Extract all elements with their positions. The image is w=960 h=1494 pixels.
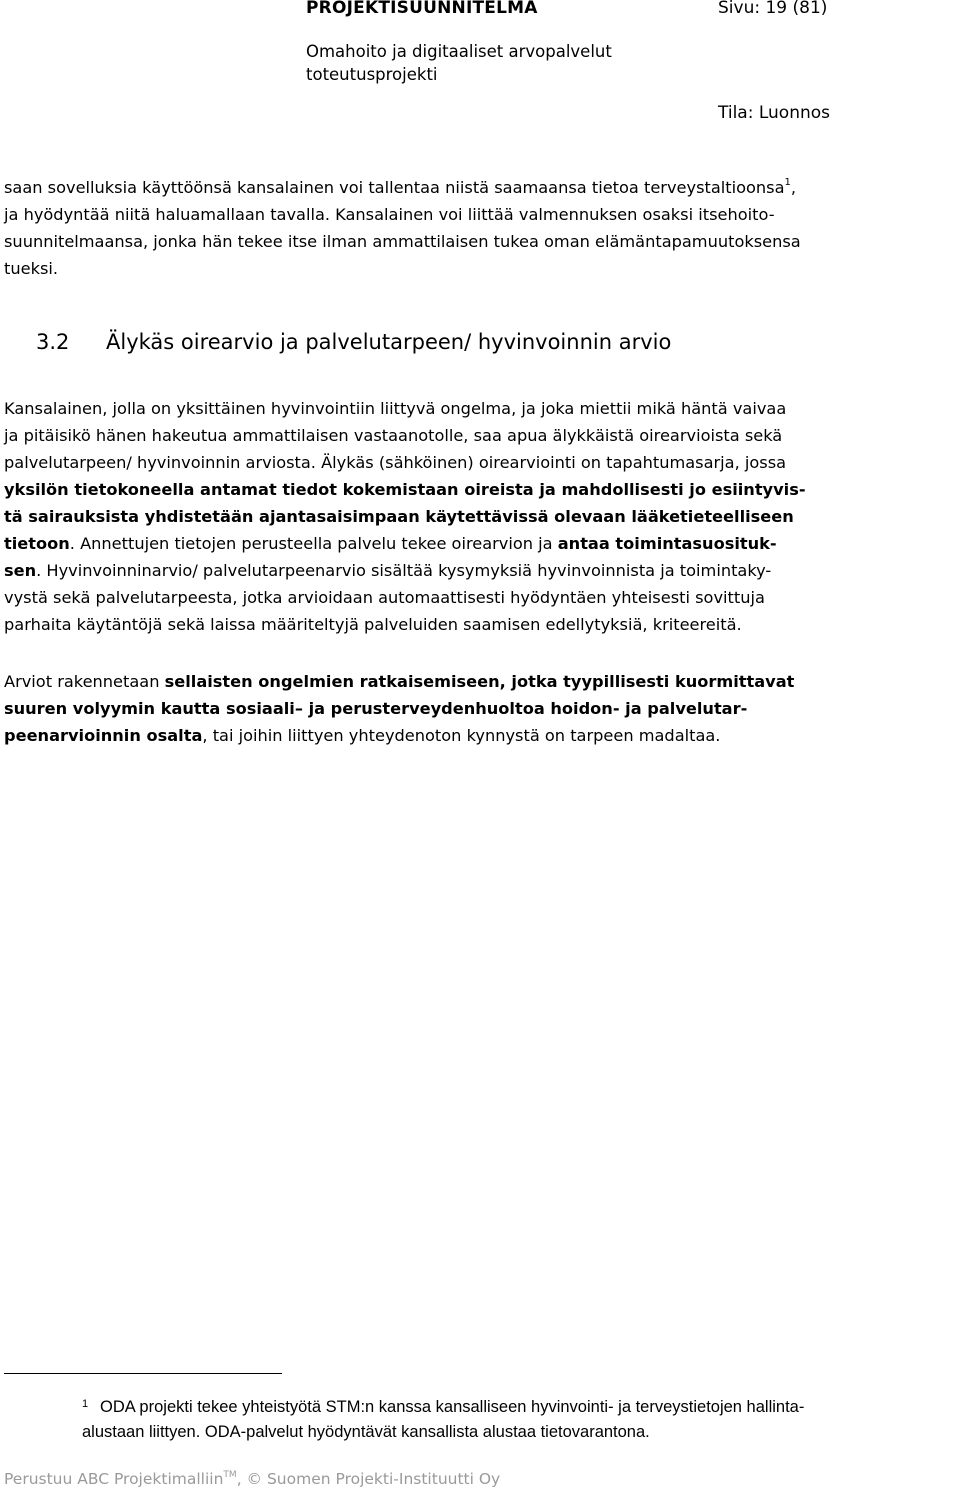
- footnote-line: ODA projekti tekee yhteistyötä STM:n kanssa kansalliseen hyvinvointi- ja terveystietojen hallinta-: [100, 1398, 805, 1416]
- document-status: Tila: Luonnos: [718, 103, 831, 123]
- text-line: palvelutarpeen/ hyvinvoinnin arviosta. Älykäs (sähköinen) oirearviointi on tapahtumasarja, jossa: [4, 453, 787, 472]
- text-line: ja hyödyntää niitä haluamallaan tavalla. Kansalainen voi liittää valmennuksen osaksi itsehoito-: [4, 205, 775, 224]
- text-line: yksilön tietokoneella antamat tiedot kokemistaan oireista ja mahdollisesti jo esiintyvis-: [4, 480, 806, 499]
- text-line: sen. Hyvinvoinninarvio/ palvelutarpeenarvio sisältää kysymyksiä hyvinvoinnista ja toimintaky-: [4, 561, 772, 580]
- paragraph-intro: [4, 169, 960, 282]
- text-line: peenarvioinnin osalta, tai joihin liittyen yhteydenoton kynnystä on tarpeen madaltaa.: [4, 726, 721, 745]
- text-line: tueksi.: [4, 259, 59, 278]
- footnote-ref[interactable]: 1: [784, 177, 791, 188]
- document-title: PROJEKTISUUNNITELMA: [306, 0, 538, 18]
- paragraph-design: [4, 668, 960, 749]
- footnote-divider: [4, 1373, 282, 1374]
- footnote-line: alustaan liittyen. ODA-palvelut hyödyntävät kansallista alustaa tietovarantona.: [82, 1423, 650, 1441]
- paragraph-assessment: [4, 395, 960, 638]
- project-name-line2: toteutusprojekti: [306, 65, 438, 84]
- text-line: suunnitelmaansa, jonka hän tekee itse ilman ammattilaisen tukea oman elämäntapamuutoksensa: [4, 232, 801, 251]
- page-number: Sivu: 19 (81): [718, 0, 828, 18]
- text-line: Arviot rakennetaan sellaisten ongelmien ratkaisemiseen, jotka tyypillisesti kuormittavat: [4, 672, 795, 691]
- page-footer: Perustuu ABC Projektimalliin™, © Suomen Projekti-Instituutti Oy: [4, 1470, 501, 1488]
- footnote: [82, 1392, 804, 1445]
- section-number: 3.2: [36, 330, 70, 354]
- text-line: ja pitäisikö hänen hakeutua ammattilaisen vastaanotolle, saa apua älykkäistä oirearvioista sekä: [4, 426, 783, 445]
- text-line: saan sovelluksia käyttöönsä kansalainen voi tallentaa niistä saamaansa tietoa terveystaltioonsa$^1$,: [4, 177, 797, 197]
- section-title: Älykäs oirearvio ja palvelutarpeen/ hyvinvoinnin arvio: [106, 330, 672, 354]
- footnote-mark: 1: [82, 1398, 89, 1410]
- text-line: suuren volyymin kautta sosiaali– ja perusterveydenhuoltoa hoidon- ja palvelutar-: [4, 699, 748, 718]
- section-heading: [36, 330, 671, 354]
- text-line: tietoon. Annettujen tietojen perusteella palvelu tekee oirearvion ja antaa toimintasuosituk-: [4, 534, 777, 553]
- text-line: vystä sekä palvelutarpeesta, jotka arvioidaan automaattisesti hyödyntäen yhteisesti sovittuja: [4, 588, 765, 607]
- project-name: [306, 40, 612, 86]
- text-line: parhaita käytäntöjä sekä laissa määriteltyjä palveluiden saamisen edellytyksiä, kriteereitä.: [4, 615, 742, 634]
- text-line: tä sairauksista yhdistetään ajantasaisimpaan käytettävissä olevaan lääketieteelliseen: [4, 507, 794, 526]
- project-name-line1: Omahoito ja digitaaliset arvopalvelut: [306, 42, 612, 61]
- trademark: TM: [223, 1470, 237, 1480]
- text-line: Kansalainen, jolla on yksittäinen hyvinvointiin liittyvä ongelma, ja joka miettii mikä häntä vaivaa: [4, 399, 787, 418]
